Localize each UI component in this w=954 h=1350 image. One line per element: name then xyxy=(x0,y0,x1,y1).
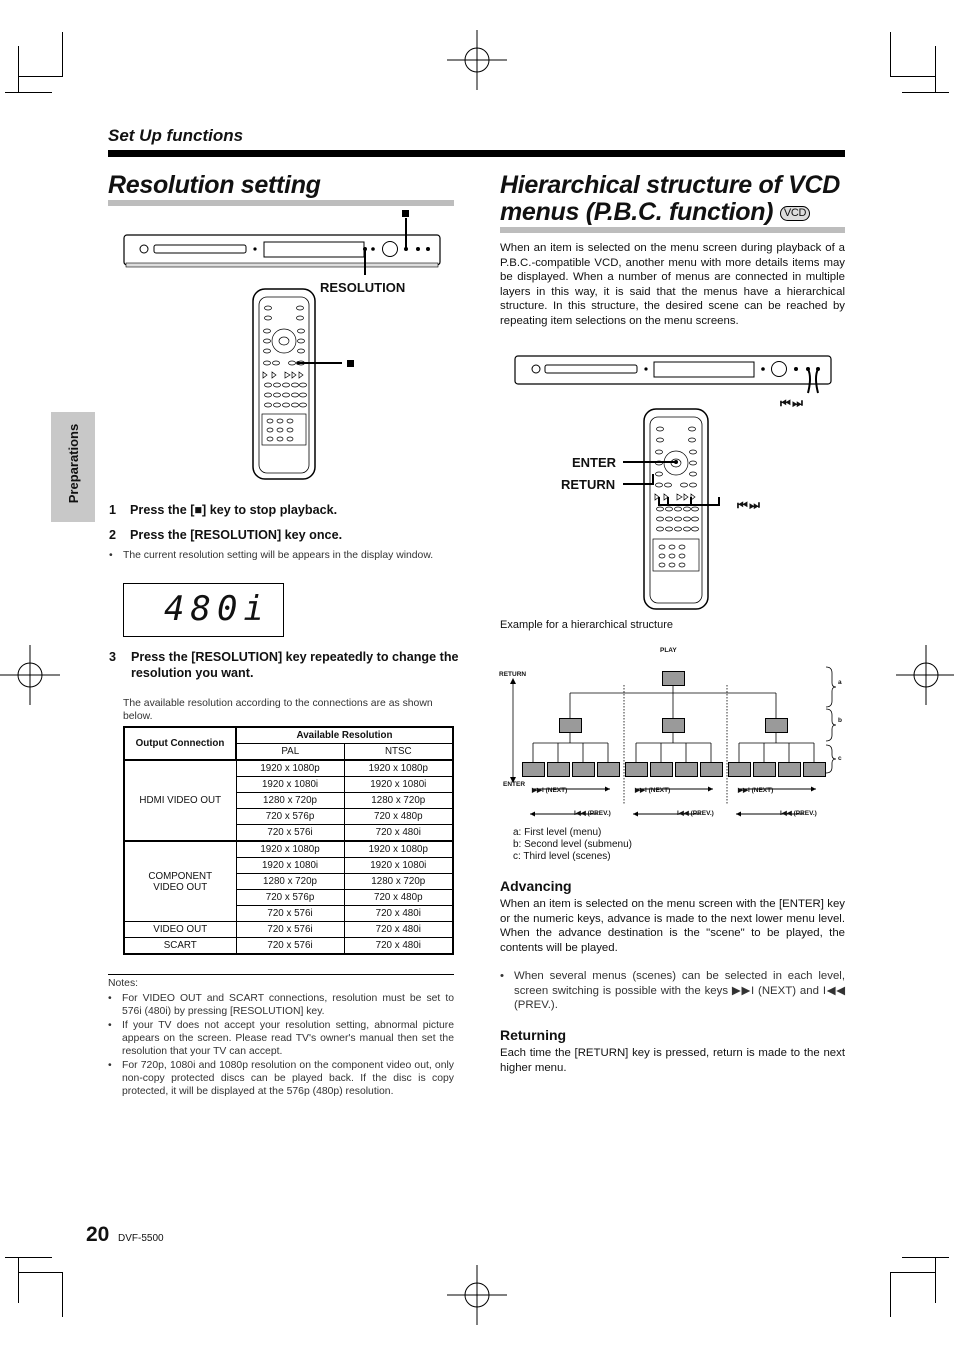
crop-mark xyxy=(18,76,62,77)
crop-mark xyxy=(18,46,19,92)
prev-label: I◀◀ (PREV.) xyxy=(677,810,714,817)
ntsc-cell: 1920 x 1080p xyxy=(344,760,453,777)
step-number: 1 xyxy=(109,503,117,517)
diagram-return-label: RETURN xyxy=(499,671,527,678)
pal-cell: 720 x 576i xyxy=(236,922,344,938)
side-tab xyxy=(51,412,95,522)
returning-heading: Returning xyxy=(500,1027,567,1043)
menu-node-level-c xyxy=(625,762,648,777)
hierarchy-diagram xyxy=(498,645,848,825)
step-3 xyxy=(109,649,459,681)
returning-text: Each time the [RETURN] key is pressed, return is made to the next higher menu. xyxy=(500,1047,845,1074)
next-label: ▶▶I (NEXT) xyxy=(532,787,568,794)
notes-title: Notes: xyxy=(108,978,139,989)
crop-mark xyxy=(902,92,949,93)
crop-mark xyxy=(5,92,52,93)
display-readout: 480i xyxy=(164,589,270,629)
step-number: 2 xyxy=(109,528,117,542)
pal-cell: 1280 x 720p xyxy=(236,874,344,890)
step-number: 3 xyxy=(109,650,117,664)
crop-mark xyxy=(902,1257,949,1258)
connection-cell: VIDEO OUT xyxy=(124,922,236,938)
display-window xyxy=(123,583,284,637)
advancing-heading: Advancing xyxy=(500,878,572,894)
registration-mark xyxy=(896,645,954,705)
note-item: • For VIDEO OUT and SCART connections, resolution must be set to 576i (480i) by pressing [RESOLUTION] key. xyxy=(108,992,454,1018)
table-row xyxy=(124,938,453,955)
prev-label: I◀◀ (PREV.) xyxy=(780,810,817,817)
connection-cell: COMPONENT VIDEO OUT xyxy=(124,841,236,922)
notes-block xyxy=(108,977,454,1098)
ntsc-cell: 1280 x 720p xyxy=(344,874,453,890)
side-tab-label: Preparations xyxy=(66,423,82,504)
title-underline xyxy=(500,227,845,233)
advancing-text: When an item is selected on the menu screen with the [ENTER] key or the numeric keys, advance is made to the next lower menu level. When the advance destination is the "scene" to be played, the contents will be played. xyxy=(500,898,845,954)
crop-mark xyxy=(890,32,891,77)
enter-key-label: ENTER xyxy=(572,455,617,470)
pbc-title-line2 xyxy=(500,199,810,226)
table-intro: The available resolution according to the connections are as shown below. xyxy=(123,698,433,722)
next-label: ▶▶I (NEXT) xyxy=(738,787,774,794)
header-ntsc: NTSC xyxy=(344,744,453,761)
ntsc-cell: 720 x 480p xyxy=(344,890,453,906)
ntsc-cell: 1920 x 1080p xyxy=(344,841,453,858)
ntsc-cell: 1920 x 1080i xyxy=(344,777,453,793)
step-1 xyxy=(109,502,337,518)
diagram-enter-label: ENTER xyxy=(503,781,526,788)
legend-item: a: First level (menu) xyxy=(513,827,602,838)
legend-item: c: Third level (scenes) xyxy=(513,851,611,862)
skip-keys-label: ⏮ ⏭ xyxy=(737,498,759,512)
section-title: Set Up functions xyxy=(108,126,244,145)
ntsc-cell: 720 x 480i xyxy=(344,825,453,842)
crop-mark xyxy=(62,1272,63,1317)
crop-mark xyxy=(891,76,935,77)
menu-node-level-c xyxy=(522,762,545,777)
resolution-key-label: RESOLUTION xyxy=(320,280,406,295)
vcd-badge: VCD xyxy=(780,206,810,221)
prev-label: I◀◀ (PREV.) xyxy=(574,810,611,817)
return-key-label: RETURN xyxy=(561,477,616,492)
pal-cell: 720 x 576i xyxy=(236,938,344,955)
note-item: • If your TV does not accept your resolution setting, abnormal picture appears on the screen. Please read TV's owner's manual then set the resolution that your TV can accept. xyxy=(108,1019,454,1058)
legend-item: b: Second level (submenu) xyxy=(513,839,632,850)
ntsc-cell: 720 x 480p xyxy=(344,809,453,825)
header-output-connection: Output Connection xyxy=(124,727,236,760)
resolution-title: Resolution setting xyxy=(108,171,321,199)
diagram-legend xyxy=(513,827,632,863)
menu-node-level-b xyxy=(559,718,582,733)
pal-cell: 1920 x 1080p xyxy=(236,841,344,858)
page-number: 20 xyxy=(86,1223,110,1246)
ntsc-cell: 720 x 480i xyxy=(344,906,453,922)
pal-cell: 1920 x 1080i xyxy=(236,858,344,874)
bullet-text: • When several menus (scenes) can be selected in each level, screen switching is possible with the keys ▶▶I (NEXT) and I◀◀ (PREV.). xyxy=(500,969,845,1013)
note-text: • The current resolution setting will be appears in the display window. xyxy=(109,549,454,562)
crop-mark xyxy=(18,1257,19,1303)
step-text: Press the [■] key to stop playback. xyxy=(130,503,338,517)
crop-mark xyxy=(935,1257,936,1303)
connection-cell: HDMI VIDEO OUT xyxy=(124,760,236,841)
ntsc-cell: 720 x 480i xyxy=(344,922,453,938)
menu-node-level-c xyxy=(803,762,826,777)
header-rule xyxy=(108,150,845,157)
pbc-intro: When an item is selected on the menu screen during playback of a P.B.C.-compatible VCD, another menu with more details items may be displayed. When a number of menus are connected in multiple layers in this way, it is said that the menus have a hierarchical structure. In this structure, the desired scene can be reached by repeating item selections on the menu screens. xyxy=(500,242,845,327)
step-text: Press the [RESOLUTION] key once. xyxy=(130,528,343,542)
ntsc-cell: 720 x 480i xyxy=(344,938,453,955)
crop-mark xyxy=(18,1272,62,1273)
pal-cell: 720 x 576p xyxy=(236,809,344,825)
crop-mark xyxy=(890,1272,891,1317)
registration-mark xyxy=(447,30,507,90)
step-2 xyxy=(109,527,342,543)
registration-mark xyxy=(0,645,60,705)
level-label-c: c xyxy=(838,755,842,762)
example-caption: Example for a hierarchical structure xyxy=(500,619,674,631)
menu-node-level-c xyxy=(778,762,801,777)
advancing-bullet xyxy=(500,969,845,1013)
model-name: DVF-5500 xyxy=(118,1233,164,1244)
menu-node-level-c xyxy=(547,762,570,777)
menu-node-level-c xyxy=(650,762,673,777)
header-available-resolution: Available Resolution xyxy=(236,727,453,744)
menu-node-level-c xyxy=(675,762,698,777)
level-label-a: a xyxy=(838,679,842,686)
ntsc-cell: 1920 x 1080i xyxy=(344,858,453,874)
pal-cell: 1280 x 720p xyxy=(236,793,344,809)
pbc-title-text: menus (P.B.C. function) xyxy=(500,198,774,226)
pal-cell: 720 x 576p xyxy=(236,890,344,906)
crop-mark xyxy=(62,32,63,77)
step-text: Press the [RESOLUTION] key repeatedly to change the resolution you want. xyxy=(131,650,459,680)
menu-node-level-c xyxy=(597,762,620,777)
menu-node-level-c xyxy=(753,762,776,777)
table-row xyxy=(124,922,453,938)
note-item: • For 720p, 1080i and 1080p resolution on the component video out, only non-copy protected discs can be played back. If the disc is copy protected, it will be displayed at the 576p (480p) resolution. xyxy=(108,1059,454,1098)
ntsc-cell: 1280 x 720p xyxy=(344,793,453,809)
level-label-b: b xyxy=(838,717,842,724)
resolution-table xyxy=(123,726,454,955)
menu-node-level-b xyxy=(662,718,685,733)
pal-cell: 1920 x 1080p xyxy=(236,760,344,777)
menu-node-play xyxy=(662,671,685,686)
player-and-remote-illustration xyxy=(122,205,442,480)
crop-mark xyxy=(5,1257,52,1258)
skip-keys-label: ⏮ ⏭ xyxy=(780,396,802,410)
diagram-play-label: PLAY xyxy=(660,647,677,654)
crop-mark xyxy=(891,1272,935,1273)
table-row xyxy=(124,760,453,777)
header-pal: PAL xyxy=(236,744,344,761)
table-row xyxy=(124,841,453,858)
pal-cell: 720 x 576i xyxy=(236,906,344,922)
pal-cell: 1920 x 1080i xyxy=(236,777,344,793)
notes-rule xyxy=(108,974,454,975)
menu-node-level-c xyxy=(700,762,723,777)
registration-mark xyxy=(447,1265,507,1325)
pbc-title-line1: Hierarchical structure of VCD xyxy=(500,171,841,199)
menu-node-level-b xyxy=(765,718,788,733)
connection-cell: SCART xyxy=(124,938,236,955)
step-2-note xyxy=(109,549,454,562)
pal-cell: 720 x 576i xyxy=(236,825,344,842)
menu-node-level-c xyxy=(728,762,751,777)
next-label: ▶▶I (NEXT) xyxy=(635,787,671,794)
crop-mark xyxy=(935,46,936,92)
menu-node-level-c xyxy=(572,762,595,777)
